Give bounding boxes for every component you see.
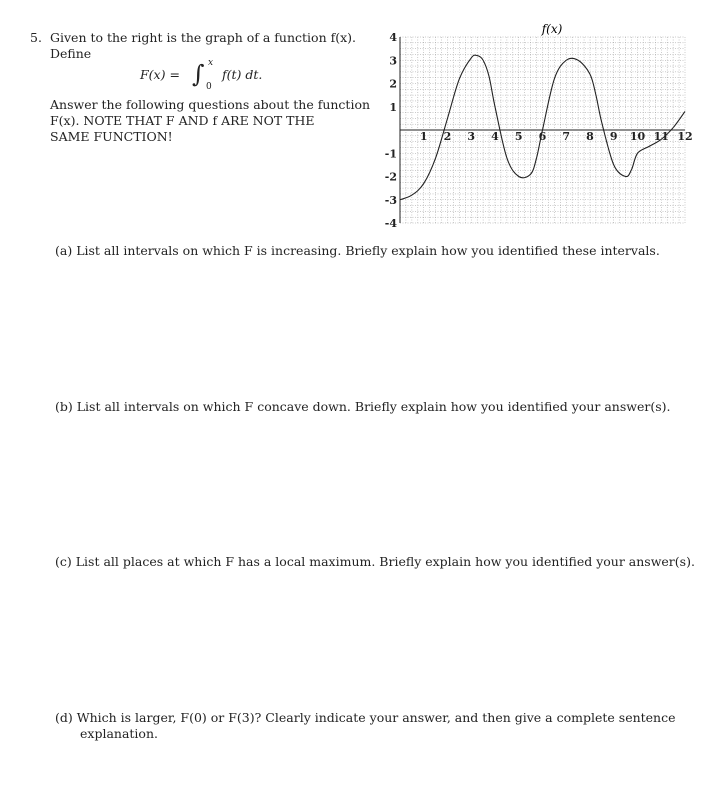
y-tick-label: -2	[384, 170, 397, 184]
definition-formula	[140, 58, 270, 92]
y-tick-label: 4	[389, 31, 397, 44]
x-tick-label: 7	[562, 130, 571, 143]
question-d-text-1: Which is larger, F(0) or F(3)? Clearly indicate your answer, and then give a complete sentence	[76, 710, 676, 725]
problem-number: 5.	[30, 30, 42, 45]
question-b	[55, 398, 671, 415]
intro-line-1: Given to the right is the graph of a function f(x).	[50, 30, 356, 45]
x-tick-label: 11	[653, 130, 669, 143]
x-tick-label: 2	[443, 130, 452, 143]
question-d	[55, 709, 676, 726]
instructions-line-3: SAME FUNCTION!	[50, 129, 173, 144]
question-d-continued: explanation.	[80, 726, 158, 741]
intro-line-2: Define	[50, 46, 92, 61]
graph-svg	[360, 15, 700, 230]
x-tick-label: 1	[419, 130, 428, 143]
question-b-text: List all intervals on which F concave down. Briefly explain how you identified your answer(s).	[76, 399, 671, 414]
x-tick-label: 4	[491, 130, 499, 143]
x-tick-label: 5	[514, 130, 523, 143]
x-tick-label: 6	[538, 130, 547, 143]
question-b-label: (b)	[55, 399, 73, 414]
question-a	[55, 242, 660, 259]
question-a-label: (a)	[55, 243, 73, 258]
definition-lhs: F(x) =	[140, 67, 180, 82]
x-tick-label: 10	[629, 130, 646, 143]
question-c	[55, 553, 695, 570]
integrand: f(t) dt.	[222, 67, 263, 82]
y-tick-label: -1	[384, 147, 397, 161]
y-tick-label: -4	[384, 217, 397, 230]
integral-lower-limit: 0	[206, 82, 212, 92]
instructions-line-1: Answer the following questions about the function	[50, 97, 371, 112]
integral-sign: ∫	[192, 60, 205, 88]
x-tick-label: 3	[467, 130, 476, 143]
question-c-label: (c)	[55, 554, 72, 569]
y-tick-label: 3	[389, 54, 397, 68]
question-d-label: (d)	[55, 710, 73, 725]
integral-upper-limit: x	[208, 58, 214, 68]
x-tick-label: 12	[677, 130, 693, 143]
x-tick-label: 9	[609, 130, 618, 143]
question-a-text: List all intervals on which F is increasing. Briefly explain how you identified these intervals.	[76, 243, 660, 258]
instructions-line-2: F(x). NOTE THAT F AND f ARE NOT THE	[50, 113, 315, 128]
x-tick-label: 8	[586, 130, 594, 143]
function-graph	[360, 15, 700, 230]
graph-title: f(x)	[541, 22, 563, 36]
y-tick-label: -3	[384, 193, 397, 207]
y-tick-label: 2	[389, 77, 397, 91]
question-c-text: List all places at which F has a local maximum. Briefly explain how you identified your answer(s).	[75, 554, 695, 569]
y-tick-label: 1	[389, 100, 397, 114]
